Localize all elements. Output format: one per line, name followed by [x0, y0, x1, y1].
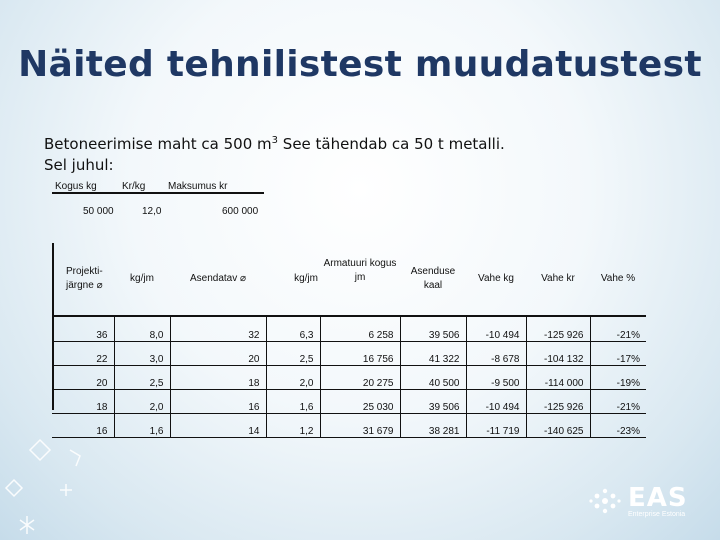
- table-cell: -10 494: [466, 316, 526, 342]
- header-design-diameter: Projekti- järgne ⌀: [52, 243, 114, 316]
- table-cell: 8,0: [114, 316, 170, 342]
- table-cell: 3,0: [114, 342, 170, 366]
- logo-mark-icon: [588, 484, 622, 518]
- table-cell: 41 322: [400, 342, 466, 366]
- table-row: [52, 366, 646, 390]
- intro-line-1-tail: See tähendab ca 50 t metalli.: [278, 135, 505, 153]
- table-cell: 2,0: [114, 390, 170, 414]
- table-cell: -8 678: [466, 342, 526, 366]
- table-cell: 2,0: [266, 366, 320, 390]
- header-kg-per-m: kg/jm: [114, 243, 170, 316]
- summary-value-quantity: 50 000: [83, 206, 114, 217]
- table-header-row: [52, 243, 646, 316]
- table-cell: 2,5: [266, 342, 320, 366]
- table-cell: 2,5: [114, 366, 170, 390]
- intro-text: [44, 130, 505, 176]
- table-cell: 39 506: [400, 390, 466, 414]
- table-cell: -21%: [590, 316, 646, 342]
- table-cell: 20: [170, 342, 266, 366]
- summary-value-price: 12,0: [142, 206, 162, 217]
- summary-value-cost: 600 000: [222, 206, 259, 217]
- table-cell: 40 500: [400, 366, 466, 390]
- header-diff-kg: Vahe kg: [466, 243, 526, 316]
- table-cell: -11 719: [466, 414, 526, 438]
- header-diff-percent: Vahe %: [590, 243, 646, 316]
- intro-line-2: Sel juhul:: [44, 156, 114, 174]
- summary-header-cost: Maksumus kr: [168, 181, 228, 192]
- table-cell: 14: [170, 414, 266, 438]
- table-row: [52, 390, 646, 414]
- table-cell: -9 500: [466, 366, 526, 390]
- table-row: [52, 414, 646, 438]
- table-cell: 38 281: [400, 414, 466, 438]
- table-cell: -21%: [590, 390, 646, 414]
- intro-line-1: [44, 130, 505, 155]
- logo: [628, 483, 688, 518]
- table-cell: 31 679: [320, 414, 400, 438]
- table-cell: 39 506: [400, 316, 466, 342]
- snowflake-decoration: [0, 420, 100, 540]
- table-cell: -140 625: [526, 414, 590, 438]
- table-cell: 16: [52, 414, 114, 438]
- table-cell: 22: [52, 342, 114, 366]
- table-cell: 16 756: [320, 342, 400, 366]
- table-cell: 1,2: [266, 414, 320, 438]
- logo-name: EAS: [628, 483, 688, 513]
- table-cell: -23%: [590, 414, 646, 438]
- summary-header-price: Kr/kg: [122, 181, 146, 192]
- table-cell: -17%: [590, 342, 646, 366]
- header-diff-kr: Vahe kr: [526, 243, 590, 316]
- table-cell: 6 258: [320, 316, 400, 342]
- table-cell: 32: [170, 316, 266, 342]
- table-row: [52, 316, 646, 342]
- table-cell: 25 030: [320, 390, 400, 414]
- table-cell: -10 494: [466, 390, 526, 414]
- table-cell: -125 926: [526, 316, 590, 342]
- header-rebar-length: Armatuuri kogus jm: [320, 243, 400, 316]
- header-replacement-weight: Asenduse kaal: [400, 243, 466, 316]
- intro-superscript: 3: [271, 135, 279, 146]
- summary-divider: [52, 192, 264, 194]
- summary-header-quantity: Kogus kg: [55, 181, 97, 192]
- rebar-table: [52, 243, 646, 438]
- table-cell: 6,3: [266, 316, 320, 342]
- table-cell: -104 132: [526, 342, 590, 366]
- slide-title: Näited tehnilistest muudatustest: [18, 44, 702, 85]
- logo-subtitle: Enterprise Estonia: [628, 511, 686, 518]
- table-cell: -125 926: [526, 390, 590, 414]
- table-cell: -114 000: [526, 366, 590, 390]
- header-kg-per-m-2: kg/jm: [266, 243, 320, 316]
- table-cell: 18: [170, 366, 266, 390]
- table-cell: 20: [52, 366, 114, 390]
- table-cell: 36: [52, 316, 114, 342]
- table-cell: 1,6: [266, 390, 320, 414]
- table-cell: 18: [52, 390, 114, 414]
- intro-line-1-text: Betoneerimise maht ca 500 m: [44, 135, 272, 153]
- table-cell: 1,6: [114, 414, 170, 438]
- table-cell: 20 275: [320, 366, 400, 390]
- table-cell: -19%: [590, 366, 646, 390]
- header-replacement-diameter: Asendatav ⌀: [170, 243, 266, 316]
- table-row: [52, 342, 646, 366]
- table-cell: 16: [170, 390, 266, 414]
